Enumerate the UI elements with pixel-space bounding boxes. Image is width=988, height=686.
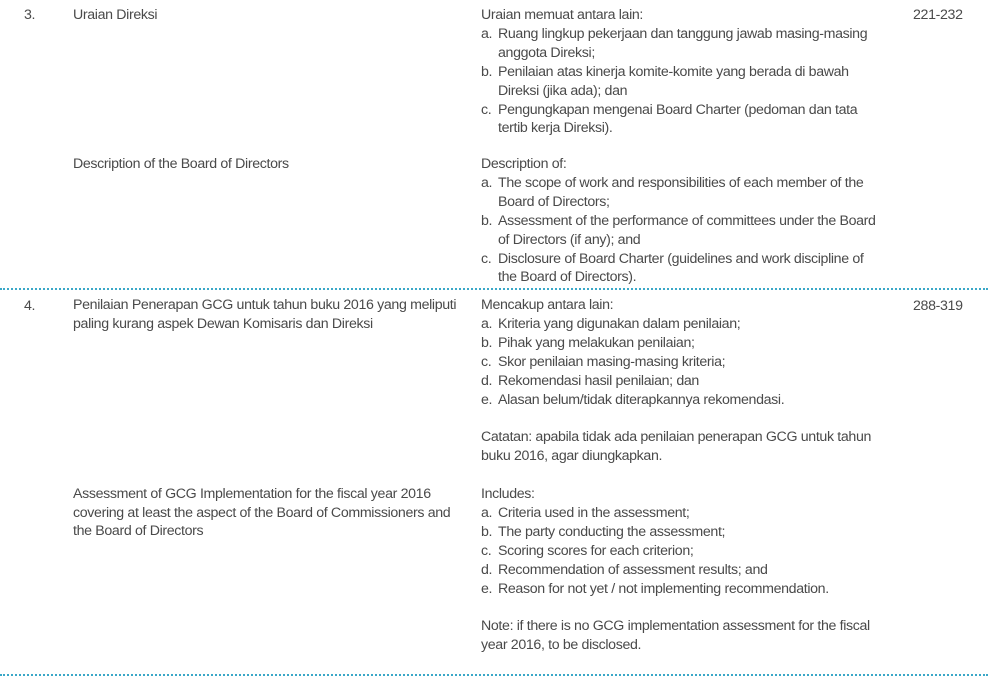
description-english	[481, 155, 881, 287]
description-indonesian	[481, 296, 881, 466]
description-intro: Mencakup antara lain:	[481, 297, 614, 313]
row-divider	[0, 288, 988, 290]
list-item: c. Pengungkapan mengenai Board Charter (pedoman dan tata tertib kerja Direksi).	[481, 101, 858, 137]
list-item: b. Penilaian atas kinerja komite-komite yang berada di bawah Direksi (jika ada); dan	[481, 63, 849, 99]
page-reference: 221-232	[913, 7, 963, 23]
row-number: 3.	[24, 7, 36, 23]
list-item: c. Skor penilaian masing-masing kriteria;	[481, 353, 726, 370]
row-number: 4.	[24, 298, 36, 314]
criterion-indonesian: Penilaian Penerapan GCG untuk tahun buku 2016 yang meliputi paling kurang aspek Dewan Komisaris dan Direksi	[73, 297, 457, 332]
list-item: a. Kriteria yang digunakan dalam penilaian;	[481, 315, 741, 332]
criterion-english: Assessment of GCG Implementation for the fiscal year 2016 covering at least the aspect of the Board of Commissioners and the Board of Directors	[73, 486, 451, 539]
list-item: d. Recommendation of assessment results; and	[481, 561, 768, 578]
row-divider	[0, 674, 988, 676]
description-english	[481, 485, 881, 655]
criterion-english: Description of the Board of Directors	[73, 156, 289, 172]
list-item: c. Scoring scores for each criterion;	[481, 542, 694, 559]
description-intro: Uraian memuat antara lain:	[481, 7, 644, 23]
description-note: Note: if there is no GCG implementation assessment for the fiscal year 2016, to be disclosed.	[481, 618, 870, 654]
list-item: a. Ruang lingkup pekerjaan dan tanggung jawab masing-masing anggota Direksi;	[481, 25, 868, 61]
list-item: e. Alasan belum/tidak diterapkannya rekomendasi.	[481, 391, 785, 408]
list-item: e. Reason for not yet / not implementing recommendation.	[481, 580, 829, 597]
list-item: a. The scope of work and responsibilities of each member of the Board of Directors;	[481, 174, 864, 210]
list-item: b. Assessment of the performance of committees under the Board of Directors (if any); and	[481, 212, 876, 248]
description-indonesian	[481, 6, 881, 138]
list-item: b. The party conducting the assessment;	[481, 523, 726, 540]
page-reference: 288-319	[913, 298, 963, 314]
list-item: b. Pihak yang melakukan penilaian;	[481, 334, 695, 351]
list-item: a. Criteria used in the assessment;	[481, 504, 690, 521]
description-note: Catatan: apabila tidak ada penilaian penerapan GCG untuk tahun buku 2016, agar diungkapkan.	[481, 429, 872, 465]
description-intro: Description of:	[481, 156, 567, 172]
description-intro: Includes:	[481, 486, 535, 502]
criterion-indonesian: Uraian Direksi	[73, 7, 158, 23]
list-item: c. Disclosure of Board Charter (guidelines and work discipline of the Board of Directors).	[481, 250, 864, 286]
list-item: d. Rekomendasi hasil penilaian; dan	[481, 372, 699, 389]
